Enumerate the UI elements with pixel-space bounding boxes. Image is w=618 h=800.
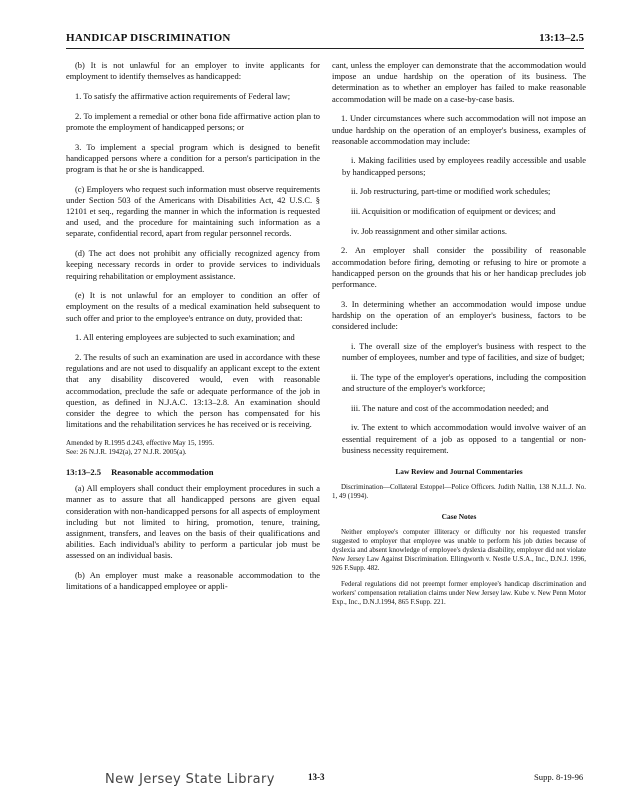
item-r1-ii: ii. Job restructuring, part-time or modified work schedules; [351,186,551,197]
case-note-2: Federal regulations did not preempt former employee's handicap discrimination and workers' compensation retaliation claims under New Jersey law. Kube v. New Penn Motor Exp., Inc., D.N.J.1994, 865 F.Supp. 221. [332,580,586,607]
left-column [66,60,320,601]
header-title: HANDICAP DISCRIMINATION [66,32,231,44]
law-review-heading: Law Review and Journal Commentaries [395,466,523,476]
paragraph-e: (e) It is not unlawful for an employer to condition an offer of employment on the results of a medical examination held subsequent to such offer and prior to the employee's entrance on duty, provided that: [66,290,320,323]
item-r1-iv: iv. Job reassignment and other similar actions. [351,225,507,236]
item-r2: 2. An employer shall consider the possibility of reasonable accommodation before firing, demoting or refusing to hire or promote a handicapped person on the grounds that his or her handicap precludes job performance. [332,245,586,290]
paragraph-c: (c) Employers who request such information must observe requirements under Section 503 of the Americans with Disabilities Act, 42 U.S.C. § 12101 et seq., regarding the manner in which the information is requested and used, and the procedure for maintaining such information as a separate, confidential record, apart from regular personnel records. [66,183,320,239]
amendment-line-1: Amended by R.1995 d.243, effective May 15, 1995. [66,438,215,447]
amendment-note [66,439,320,457]
item-r3: 3. In determining whether an accommodation would impose undue hardship on the operation of an employer's business, factors to be considered include: [332,298,586,332]
case-note-1: Neither employee's computer illiteracy or difficulty nor his requested transfer suggested to employer that employee was unable to perform his job duties because of dyslexia and absent knowledge of employee's dyslexia disability, employer did not violate New Jersey Law Against Discrimination. Ellingworth v. Nestle U.S.A., Inc., D.N.J. 1996, 926 F.Supp. 482. [332,528,586,573]
item-e2: 2. The results of such an examination are used in accordance with these regulations and are not used to disqualify an applicant except to the extent that any disability discovered would, even with reasonable accommodation, preclude the safe or adequate performance of the job in question, as defined in N.J.A.C. 13:13–2.8. An examination should consider the degree to which the person has compensated for his limitations and the rehabilitation services he has received or is receiving. [66,352,320,430]
library-watermark: New Jersey State Library [105,772,275,787]
item-r1-i: i. Making facilities used by employees readily accessible and usable by handicapped persons; [342,155,586,177]
law-review-entry: Discrimination—Collateral Estoppel—Police Officers. Judith Nallin, 138 N.J.L.J. No. 1, 49 (1994). [332,483,586,501]
amendment-line-2: See: 26 N.J.R. 1942(a), 27 N.J.R. 2005(a). [66,447,187,456]
item-e1: 1. All entering employees are subjected to such examination; and [75,332,295,343]
item-r3-iii: iii. The nature and cost of the accommodation needed; and [351,402,549,413]
page-number: 13-3 [308,772,325,782]
item-r1: 1. Under circumstances where such accommodation will not impose an undue hardship on the operation of an employer's business, examples of reasonable accommodation may include: [332,113,586,146]
case-notes-heading: Case Notes [441,512,477,522]
paragraph-b-accommodation: (b) An employer must make a reasonable accommodation to the limitations of a handicapped employee or appli- [66,570,320,592]
page-header [66,30,584,49]
item-b2: 2. To implement a remedial or other bona fide affirmative action plan to promote the employment of handicapped persons; or [66,110,320,132]
section-title: Reasonable accommodation [111,466,214,477]
item-b3: 3. To implement a special program which is designed to benefit handicapped persons where a condition for a person's participation in the program is that he or she is handicapped. [66,141,320,174]
item-r1-iii: iii. Acquisition or modification of equipment or devices; and [351,206,556,217]
item-r3-ii: ii. The type of the employer's operations, including the composition and structure of the employer's workforce; [342,371,586,393]
paragraph-d: (d) The act does not prohibit any officially recognized agency from keeping necessary records in order to provide services to individuals requiring rehabilitation or employment assistance. [66,248,320,281]
paragraph-continuation: cant, unless the employer can demonstrate that the accommodation would impose an undue hardship on the operation of its business. The determination as to whether an employer has failed to make reasonable accommodation will be made on a case-by-case basis. [332,60,586,104]
paragraph-b: (b) It is not unlawful for an employer to invite applicants for employment to identify themselves as handicapped: [66,60,320,82]
item-b1: 1. To satisfy the affirmative action requirements of Federal law; [75,90,291,101]
section-number: 13:13–2.5 [66,466,102,477]
paragraph-a: (a) All employers shall conduct their employment procedures in such a manner as to assure that all handicapped persons are given equal consideration with non-handicapped persons for all aspects of employment including but not limited to hiring, promotion, tenure, training, assignment, transfers, and leaves on the basis of their qualifications and abilities. Each individual's ability to perform a particular job must be assessed on an individual basis. [66,483,320,561]
item-r3-iv: iv. The extent to which accommodation would involve waiver of an essential requirement of a job as opposed to a tangential or non-business necessity requirement. [342,422,586,455]
item-r3-i: i. The overall size of the employer's business with respect to the number of employees, number and type of facilities, and size of budget; [342,340,586,363]
section-heading [66,467,320,478]
header-section: 13:13–2.5 [539,32,584,44]
supplement-date: Supp. 8-19-96 [534,772,584,782]
right-column [332,60,586,614]
